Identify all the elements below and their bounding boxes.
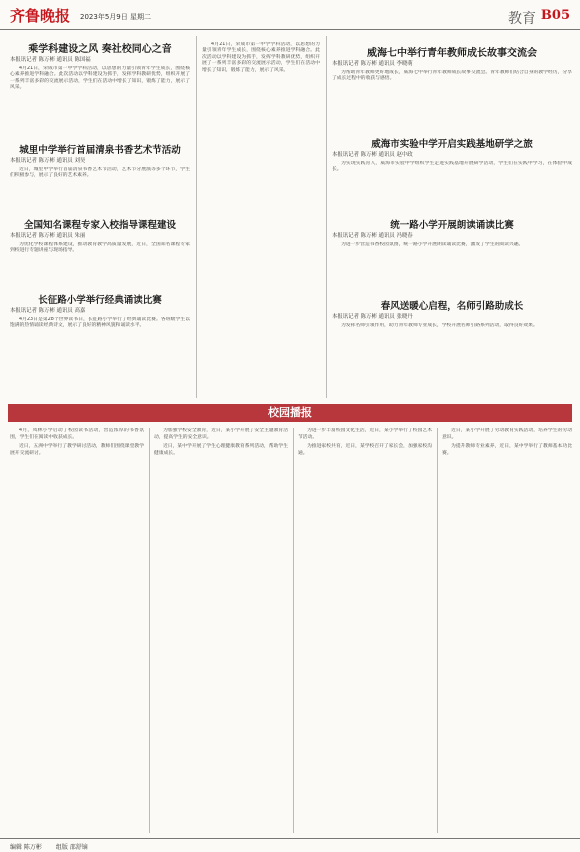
column-divider [437, 428, 438, 833]
article-byline: 本报讯记者 陈万彬 通讯员 赵中政 [332, 152, 413, 158]
brief-item: 为进一步丰富校园文化生活，近日，某小学举行了校园艺术节活动。 [298, 428, 432, 440]
right-column [332, 36, 572, 398]
column-divider [196, 36, 197, 398]
article-body: 为实现实践育人，威海市实验中学组织学生走进实践基地开展研学活动，学生们在实践中学习，在体验中成长。 [332, 161, 572, 173]
article-body: 4月23日是第28个世界读书日，长征路小学举行了经典诵读比赛。各班级学生以饱满的热情诵读经典诗文，展示了良好的精神风貌和诵读水平。 [10, 317, 190, 329]
article-title: 统一路小学开展朗读诵读比赛 [390, 220, 514, 231]
brief-item: 近日，五洲中学举行了教学研讨活动，教师们围绕课堂教学展开交流研讨。 [10, 444, 144, 456]
article-title: 乘学科建设之风 奏社校同心之音 [28, 44, 172, 55]
article-body: 近日，城里中学举行首届清泉书香艺术节活动，艺术节分展演等多个环节，学生们积极参与，展示了良好的艺术素养。 [10, 167, 190, 179]
page-footer [0, 838, 580, 852]
edition-title: 教育 [508, 11, 536, 27]
article-byline: 本报讯记者 陈万彬 通讯员 冯晓春 [332, 233, 413, 239]
column-divider [293, 428, 294, 833]
column-divider [149, 428, 150, 833]
article-title: 春风送暖心启程，名师引路助成长 [380, 301, 524, 312]
article-body: 为帮助青年教师更好地成长，威海七中举行青年教师成长故事交流会。青年教师们结合自身的教学经历，分享了成长过程中的收获与感悟。 [332, 70, 572, 82]
middle-column [202, 36, 320, 398]
article-byline: 本报讯记者 陈万彬 通讯员 刘昊 [10, 158, 86, 164]
article-byline: 本报讯记者 陈万彬 通讯员 张晓丹 [332, 314, 413, 320]
article-title: 城里中学举行首届清泉书香艺术节活动 [19, 145, 181, 156]
issue-date: 2023年5月9日 星期二 [80, 13, 151, 21]
article-title: 威海七中举行青年教师成长故事交流会 [367, 48, 537, 59]
left-column [10, 36, 190, 398]
article-byline: 本报讯记者 陈万彬 通讯员 高嘉 [10, 308, 86, 314]
page-number: B05 [540, 8, 570, 23]
section-banner [8, 404, 572, 422]
brief-item: 为加强学校安全教育，近日，某小学开展了安全主题教育活动，提高学生的安全意识。 [154, 428, 288, 440]
briefs-column-4 [442, 428, 572, 833]
briefs-column-1 [10, 428, 144, 833]
brief-item: 近日，某小学开展了劳动教育实践活动，培养学生的劳动意识。 [442, 428, 572, 440]
brief-item: 为推进家校共育，近日，某学校召开了家长会，加强家校沟通。 [298, 444, 432, 456]
article-byline: 本报讯记者 陈万彬 通讯员 李晓萌 [332, 61, 413, 67]
brief-item: 4月，凤林小学启动了校园读书活动，营造浓厚的书香氛围，学生们在阅读中收获成长。 [10, 428, 144, 440]
article-body: 4月21日，荣成市第一中学学科活动，以思想的力量引领青年学生成长，围绕核心素养推进学科融合。此次活动以学科建设为抓手，发挥学科教研优势，组织开展了一系列丰富多彩的交流展示活动，学生们在活动中增长了知识，锻炼了能力，展示了风采。 [10, 66, 190, 91]
footer-editor: 编辑 陈万彬 [10, 844, 42, 851]
section-banner-title: 校园播报 [268, 406, 312, 419]
brief-item: 近日，某中学开展了学生心理健康教育系列活动，帮助学生健康成长。 [154, 444, 288, 456]
article-byline: 本报讯记者 陈万彬 通讯员 朱丽 [10, 233, 86, 239]
article-body: 为进一步营造书香校园氛围，统一路小学开展朗读诵读比赛，激发了学生的阅读兴趣。 [341, 242, 524, 247]
newspaper-logo: 齐鲁晚报 [10, 7, 71, 25]
article-byline: 本报讯记者 陈万彬 通讯员 陈国福 [10, 57, 91, 63]
masthead [0, 0, 580, 30]
article-title: 全国知名课程专家入校指导课程建设 [23, 220, 176, 231]
briefs-column-3 [298, 428, 432, 833]
column-divider [326, 36, 327, 398]
footer-design: 组版 邵舒镝 [55, 844, 88, 851]
article-body: 4月21日，荣成市第一中学学科活动，以思想的力量引领青年学生成长，围绕核心素养推进学科融合。此次活动以学科建设为抓手，发挥学科教研优势，组织开展了一系列丰富多彩的交流展示活动，学生们在活动中增长了知识，锻炼了能力，展示了风采。 [202, 42, 320, 73]
article-title: 长征路小学举行经典诵读比赛 [38, 295, 162, 306]
article-body: 为发挥名师引领作用，助力青年教师专业成长，学校开展名师引路系列活动，取得良好效果。 [341, 323, 538, 328]
article-body: 为优化学校课程体系建设，推动教育教学高质量发展，近日，全国知名课程专家到校进行专题讲座与现场指导。 [10, 242, 190, 254]
brief-item: 为提升教师专业素养，近日，某中学举行了教师基本功比赛。 [442, 444, 572, 456]
article-title: 威海市实验中学开启实践基地研学之旅 [371, 139, 533, 150]
briefs-column-2 [154, 428, 288, 833]
